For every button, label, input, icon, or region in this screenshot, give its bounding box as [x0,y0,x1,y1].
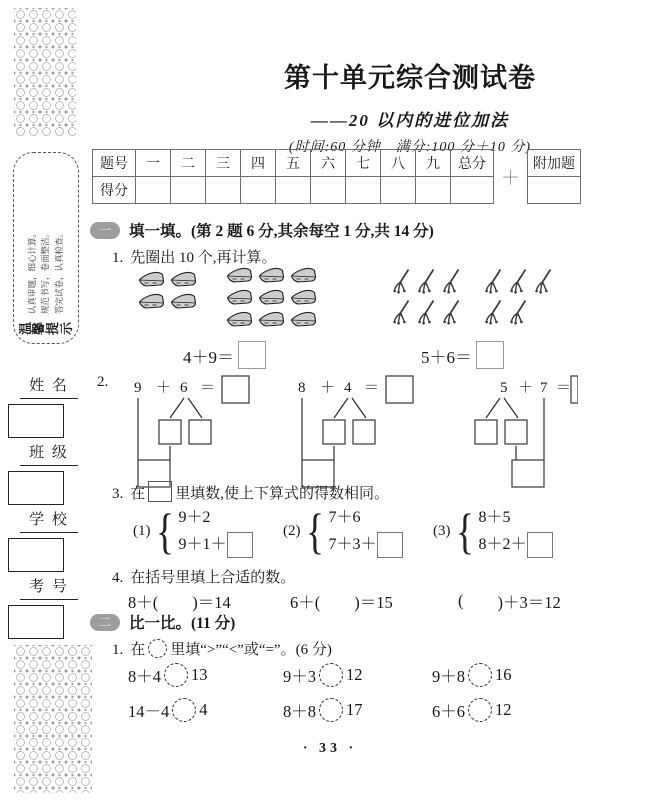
cake-icon [138,292,165,311]
compare-left: 9＋8 [432,667,465,686]
diagram-plus: ＋ [156,380,172,396]
diagram-equals: ＝ [364,380,380,396]
score-cell[interactable] [416,177,451,204]
paren-gap[interactable] [158,591,192,611]
field-school [8,508,88,572]
answer-box[interactable] [377,532,403,558]
section-2-title: 比一比。(11 分) [129,615,236,632]
cake-icon [138,270,165,289]
rake-icon [417,299,437,327]
equation-text: )＝14 [192,593,231,612]
question-text: 在 [130,642,146,658]
rake-group-6 [392,268,462,327]
score-row-label: 得分 [93,177,136,204]
compare-circle[interactable] [468,663,492,687]
score-bar [92,149,581,204]
make-ten-diagram-9-6 [126,372,266,490]
equation-text: 9＋2 [178,509,211,526]
question-text: 先圈出 10 个,再计算。 [130,250,277,266]
brace-glyph: { [455,503,474,560]
pair-3 [433,504,553,558]
rake-icon [417,268,437,296]
page-subtitle: ——20 以内的进位加法 [310,111,510,130]
decompose-box[interactable] [159,420,181,444]
compare-right: 12 [495,700,512,719]
question-number: 4. [112,570,124,586]
cake-icon [258,310,285,329]
compare-item [283,698,363,722]
compare-left: 9＋3 [283,667,316,686]
score-cell[interactable] [311,177,346,204]
compare-right: 12 [346,665,363,684]
pair-equations [329,504,403,558]
score-header-cell: 九 [416,150,451,177]
decompose-box[interactable] [353,420,375,444]
decompose-box[interactable] [475,420,497,444]
brace-glyph: { [155,503,174,560]
compare-left: 8＋8 [283,702,316,721]
page-title: 第十单元综合测试卷 [284,63,536,93]
diagram-equals: ＝ [200,380,216,396]
diagram-equals: ＝ [556,380,572,396]
score-cell[interactable] [346,177,381,204]
score-header-cell: 二 [171,150,206,177]
rake-icon [484,268,504,296]
score-header-cell: 题号 [93,150,136,177]
notice-line: 规范书写，卷面整洁。 [40,228,51,314]
cake-icon [170,270,197,289]
equation-text: 9＋1＋ [178,536,227,553]
equation-text: 8＋5 [478,509,511,526]
cake-icon [226,310,253,329]
equation-text: 5＋6＝ [421,347,472,367]
compare-left: 6＋6 [432,702,465,721]
score-header-cell: 一 [136,150,171,177]
rake-icon [534,268,554,296]
equation-text: )＝15 [354,593,393,612]
field-name-label: 姓 名 [20,374,78,399]
question-number: 1. [112,642,124,658]
inline-circle-glyph [148,639,167,658]
answer-box[interactable] [527,532,553,558]
diagram-number: 5 [500,380,508,396]
compare-right: 16 [495,665,512,684]
score-header-cell: 三 [206,150,241,177]
diagram-number: 4 [344,380,352,396]
diagram-plus: ＋ [320,380,336,396]
cake-icon [226,266,253,285]
score-cell[interactable] [171,177,206,204]
section-2-header [90,611,235,633]
answer-box[interactable] [227,532,253,558]
notice-line: 答完试卷，认真检查。 [53,228,64,314]
diagram-number: 8 [298,380,306,396]
section-1-header [90,219,434,241]
notice-box [13,152,79,344]
make-ten-diagram-5-7 [438,372,578,490]
cake-icon [290,266,317,285]
rake-icon [392,299,412,327]
equation-text: )＋3＝12 [497,593,561,612]
heading-block [240,56,580,156]
pair-2 [283,504,403,558]
diagram-number: 9 [134,380,142,396]
field-name [8,374,88,438]
notice-rotated-text [17,160,74,336]
compare-right: 13 [191,665,208,684]
equation-text: 7＋3＋ [328,536,377,553]
equation-text: ( [458,591,464,610]
score-table [92,149,494,204]
plus-sign: ＋ [501,168,521,189]
paren-gap[interactable] [320,591,354,611]
question-1-1-text [112,246,277,267]
score-header-cell: 五 [276,150,311,177]
bonus-score-cell[interactable] [528,177,581,204]
cake-icon [290,310,317,329]
answer-box[interactable] [238,341,266,369]
pair-index: (2) [283,522,301,539]
compare-circle[interactable] [319,663,343,687]
notice-line: 认真审题，细心计算。 [26,228,37,314]
score-header-cell: 六 [311,150,346,177]
paren-gap[interactable] [464,591,498,611]
decompose-box[interactable] [505,420,527,444]
pair-index: (1) [133,522,151,539]
equation-text: 4＋9＝ [183,347,234,367]
compare-item [283,663,363,687]
compare-right: 4 [199,700,208,719]
score-header-cell: 总分 [451,150,494,177]
rake-icon [509,268,529,296]
bonus-table [527,149,581,204]
cake-icon [170,292,197,311]
equation-text: 6＋( [290,593,321,612]
question-number: 2. [97,374,109,390]
rake-icon [442,268,462,296]
diagram-number: 7 [540,380,548,396]
field-exam-no-box[interactable] [8,605,64,639]
sum-box[interactable] [512,460,544,487]
rake-icon [484,299,504,327]
compare-item [128,698,208,722]
notice-lines [27,229,65,314]
score-cell[interactable] [206,177,241,204]
question-text: 在括号里填上合适的数。 [130,570,296,586]
field-class-box[interactable] [8,471,64,505]
compare-right: 17 [346,700,363,719]
cake-group-9 [226,266,317,329]
compare-left: 8＋4 [128,667,161,686]
ornamental-border-pattern-top [14,8,76,136]
cake-icon [258,288,285,307]
make-ten-diagram-8-4 [290,372,430,490]
notice-heading: 温馨提示 [17,322,74,336]
inline-box-glyph [148,481,172,502]
answer-box[interactable] [476,341,504,369]
section-2-badge: 二 [90,614,120,631]
cake-icon [258,266,285,285]
field-exam-no-label: 考 号 [20,575,78,600]
score-cell[interactable] [136,177,171,204]
question-text: 在 [130,486,146,502]
score-cell[interactable] [381,177,416,204]
pair-index: (3) [433,522,451,539]
cake-group-4 [138,270,197,311]
cake-icon [226,288,253,307]
question-text: 里填“>”“<”或“=”。(6 分) [170,642,332,658]
paren-equation-2 [290,589,393,613]
paren-equation-1 [128,589,231,613]
question-2-1-text [112,638,332,659]
compare-circle[interactable] [468,698,492,722]
question-1-4-text [112,566,295,587]
field-school-label: 学 校 [20,508,78,533]
compare-circle[interactable] [319,698,343,722]
score-cell[interactable] [241,177,276,204]
answer-box[interactable] [222,376,249,403]
question-number: 1. [112,250,124,266]
equation-text: 7＋6 [328,509,361,526]
diagram-plus: ＋ [518,380,534,396]
decompose-box[interactable] [323,420,345,444]
pair-1 [133,504,253,558]
field-exam-no [8,575,88,639]
rake-icon [509,299,529,327]
score-cell[interactable] [276,177,311,204]
field-class [8,441,88,505]
compare-item [128,663,208,687]
score-header-cell: 八 [381,150,416,177]
score-cell[interactable] [451,177,494,204]
question-1-2-number [97,374,108,391]
brace-glyph: { [305,503,324,560]
rake-group-5 [484,268,554,327]
field-class-label: 班 级 [20,441,78,466]
decompose-box[interactable] [189,420,211,444]
equation-text: 8＋( [128,593,159,612]
page-number: · 33 · [302,741,358,756]
paren-equation-3 [458,589,561,613]
score-header-cell: 七 [346,150,381,177]
pair-equations [179,504,253,558]
compare-left: 14－4 [128,702,170,721]
question-text: 里填数,使上下算式的得数相同。 [175,486,390,502]
answer-box[interactable] [571,376,578,403]
field-name-box[interactable] [8,404,64,438]
bonus-header: 附加题 [528,150,581,177]
section-1-badge: 一 [90,222,120,239]
rake-icon [392,268,412,296]
compare-item [432,663,512,687]
section-1-title: 填一填。(第 2 题 6 分,其余每空 1 分,共 14 分) [129,223,434,240]
equation-5-plus-6 [421,341,504,369]
answer-box[interactable] [386,376,413,403]
ornamental-border-pattern-bottom [14,645,92,793]
cake-icon [290,288,317,307]
rake-icon [442,299,462,327]
question-1-3-text [112,481,389,503]
diagram-number: 6 [180,380,188,396]
compare-circle[interactable] [172,698,196,722]
field-school-box[interactable] [8,538,64,572]
compare-circle[interactable] [164,663,188,687]
score-header-cell: 四 [241,150,276,177]
compare-item [432,698,512,722]
pair-equations [479,504,553,558]
equation-4-plus-9 [183,341,266,369]
equation-text: 8＋2＋ [478,536,527,553]
time-score-info: (时间:60 分钟 满分:100 分＋10 分) [288,140,532,155]
question-number: 3. [112,486,124,502]
